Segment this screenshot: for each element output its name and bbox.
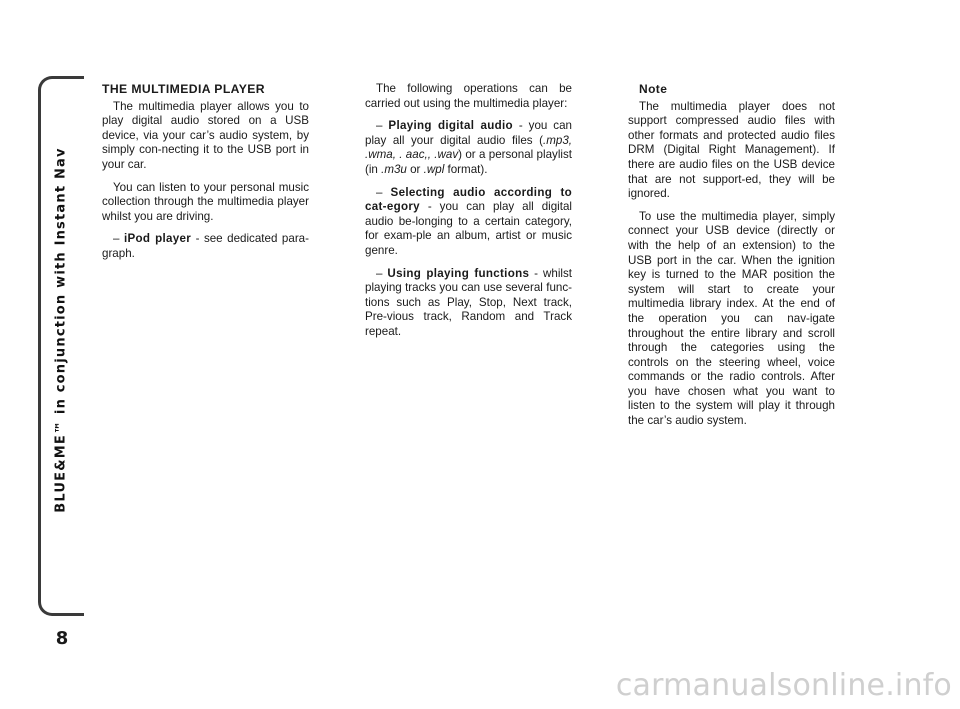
section-heading: THE MULTIMEDIA PLAYER	[102, 82, 266, 96]
category-label: Selecting audio according to cat-egory	[365, 185, 573, 214]
ipod-label: iPod player	[123, 232, 192, 246]
playing-text: - you can play all your digital audio files (	[365, 119, 573, 147]
list-item-category	[365, 186, 572, 259]
chapter-title: BLUE&ME™ in conjunction with Instant Nav	[53, 147, 69, 513]
functions-label: Using playing functions	[387, 266, 530, 280]
list-item-playing	[365, 119, 572, 177]
dash: –	[376, 266, 388, 280]
watermark: carmanualsonline.info	[615, 668, 952, 703]
paragraph-intro: The multimedia player allows you to play digital audio stored on a USB device, via your car’s audio system, by simply con-necting it to the USB port in your car.	[102, 99, 309, 171]
playlist-format: .wpl	[423, 162, 445, 176]
paragraph-usage: To use the multimedia player, simply connect your USB device (directly or with the help of an extension) to the USB port in the car. When the ignition key is turned to the MAR position the system will start to create your multimedia library index. At the end of the operation you can nav-igate throughout the entire library and scroll through the categories using the controls on the steering wheel, voice commands or the radio controls. After you have chosen what you want to listen to the system will play it through the car’s audio system.	[628, 209, 835, 428]
functions-text: - whilst playing tracks you can use several func-tions such as Play, Stop, Next track, Pre-vious track, Random and Track repeat.	[365, 266, 572, 338]
paragraph-music: You can listen to your personal music collection through the multimedia player whilst you are driving.	[102, 180, 309, 223]
dash: –	[376, 119, 389, 133]
dash: –	[113, 232, 124, 246]
list-item-functions	[365, 267, 572, 340]
ipod-text: - see dedicated para-graph.	[102, 232, 309, 260]
playing-text: or	[406, 162, 424, 176]
playing-text: ) or a personal playlist (in	[365, 148, 572, 176]
list-item-ipod	[102, 232, 309, 261]
dash: –	[376, 185, 391, 199]
page-number: 8	[55, 628, 69, 649]
column-1	[102, 82, 309, 270]
paragraph-operations: The following operations can be carried out using the multimedia player:	[365, 82, 572, 110]
playing-label: Playing digital audio	[388, 119, 513, 133]
audio-formats: .mp3, .wma, . aac,, .wav	[365, 133, 572, 162]
note-heading: Note	[639, 82, 668, 96]
category-text: - you can play all digital audio be-longing to a certain category, for exam-ple an album, artist or music genre.	[365, 200, 572, 257]
column-3	[628, 82, 835, 437]
column-2	[365, 82, 572, 348]
playlist-format: .m3u	[381, 162, 407, 176]
paragraph-note: The multimedia player does not support compressed audio files with other formats and protected audio files DRM (Digital Right Management). If there are audio files on the USB device that are not support-ed, they will be ignored.	[628, 99, 835, 201]
playing-text: format).	[444, 162, 488, 176]
